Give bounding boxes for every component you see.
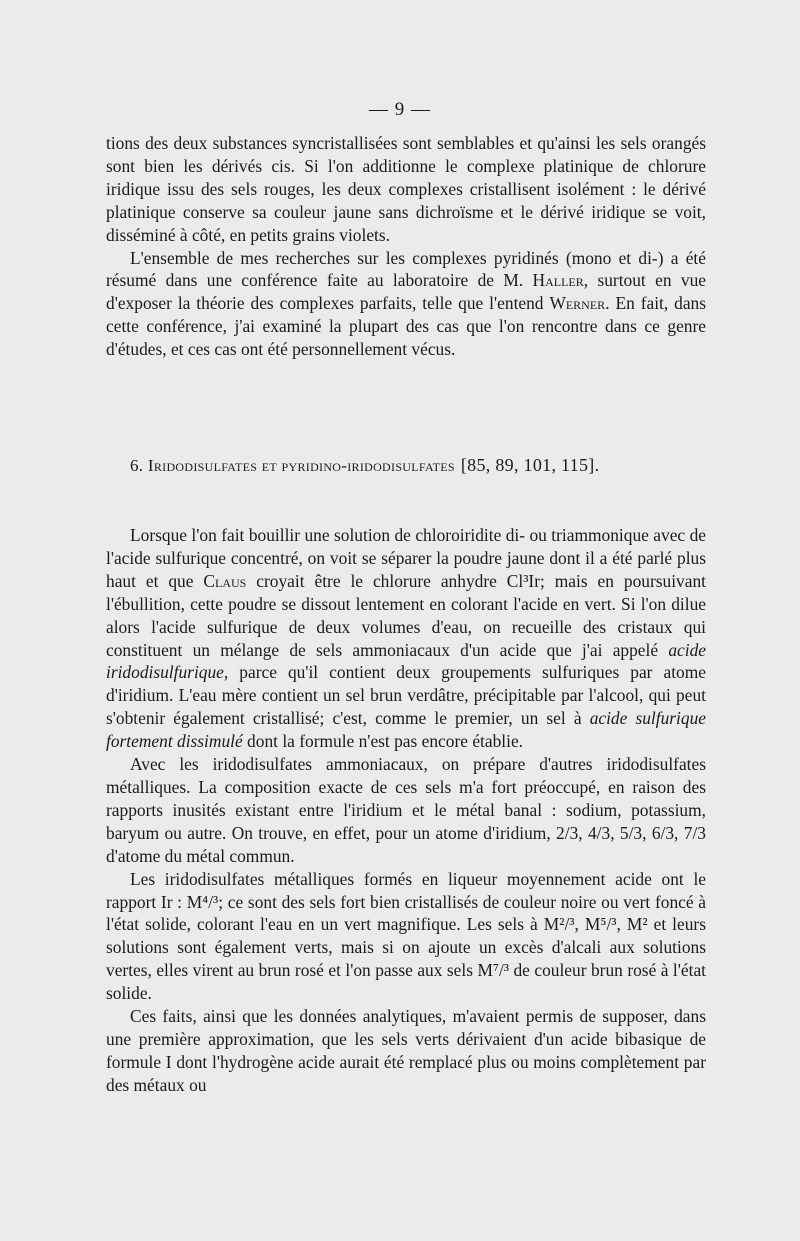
paragraph-5: Les iridodisulfates métalliques formés en liqueur moyennement acide ont le rapport Ir : M⁴/³; ce sont des sels fort bien cristallisés de couleur noire ou vert foncé à l'état solide, colorant l'eau en un vert magnifique. Les sels à M²/³, M⁵/³, M² et leurs solutions sont également verts, mais si on ajoute un excès d'alcali aux solutions vertes, elles virent au brun rosé et l'on passe aux sels M⁷/³ de couleur brun rosé à l'état solide. bbox=[106, 868, 706, 1004]
section-heading-title: 6. Iridodisulfates et pyridino-iridodisulfates bbox=[130, 456, 455, 475]
term-iridodisulfuric-acid: acide iridodisulfurique bbox=[106, 639, 706, 683]
paragraph-2 bbox=[106, 247, 706, 362]
paragraph-3-part-c: , parce qu'il contient deux groupements sulfuriques par atome d'iridium. L'eau mère contient un sel brun verdâtre, précipitable par l'alcool, qui peut s'obtenir également cristallisé; c'est, comme le premier, un sel à bbox=[106, 662, 706, 729]
paragraph-2-part-b: , surtout en vue d'exposer la théorie des complexes parfaits, telle que l'entend bbox=[106, 270, 706, 314]
paragraph-2-part-a: L'ensemble de mes recherches sur les complexes pyridinés (mono et di-) a été résumé dans une conférence faite au laboratoire de M. bbox=[106, 247, 706, 291]
section-heading-refs: [85, 89, 101, 115]. bbox=[460, 455, 600, 475]
paragraph-2-part-c: . En fait, dans cette conférence, j'ai examiné la plupart des cas que l'on rencontre dans ce genre d'études, et ces cas ont été personnellement vécus. bbox=[106, 293, 707, 360]
name-claus: Claus bbox=[203, 570, 247, 591]
paragraph-4: Avec les iridodisulfates ammoniacaux, on prépare d'autres iridodisulfates métalliques. La composition exacte de ces sels m'a fort préoccupé, en raison des rapports inusités existant entre l'iridium et le métal banal : sodium, potassium, baryum ou autre. On trouve, en effet, pour un atome d'iridium, 2/3, 4/3, 5/3, 6/3, 7/3 d'atome du métal commun. bbox=[106, 754, 706, 866]
text-block-top bbox=[106, 132, 706, 361]
page-number: — 9 — bbox=[369, 99, 431, 120]
paragraph-3-part-b: croyait être le chlorure anhydre Cl³Ir; mais en poursuivant l'ébullition, cette poudre se dissout lentement en colorant l'acide en vert. Si l'on dilue alors l'acide sulfurique de deux volumes d'eau, on recueille des cristaux qui constituent un mélange de sels ammoniacaux d'un acide que j'ai appelé bbox=[106, 570, 706, 660]
name-werner: Werner bbox=[549, 293, 606, 314]
section-heading bbox=[130, 455, 599, 476]
paragraph-3-part-d: dont la formule n'est pas encore établie. bbox=[242, 731, 524, 752]
paragraph-1: tions des deux substances syncristallisées sont semblables et qu'ainsi les sels orangés sont bien les dérivés cis. Si l'on additionne le complexe platinique de chlorure iridique issu des sels rouges, les deux complexes cristallisent isolément : le dérivé platinique conserve sa couleur jaune sans dichroïsme et le dérivé iridique se voit, disséminé à côté, en petits grains violets. bbox=[106, 133, 706, 245]
paragraph-6: Ces faits, ainsi que les données analytiques, m'avaient permis de supposer, dans une première approximation, que les sels verts dérivaient d'un acide bibasique de formule I dont l'hydrogène acide aurait été remplacé plus ou moins complètement par des métaux ou bbox=[106, 1006, 706, 1095]
name-haller: Haller bbox=[532, 270, 584, 291]
text-block-bottom bbox=[106, 524, 706, 1097]
paragraph-3 bbox=[106, 524, 706, 753]
paragraph-3-part-a: Lorsque l'on fait bouillir une solution de chloroiridite di- ou triammonique avec de l'acide sulfurique concentré, on voit se séparer la poudre jaune dont il a été parlé plus haut et que bbox=[106, 525, 706, 591]
term-dissimulated-sulfuric-acid: acide sulfurique fortement dissimulé bbox=[106, 708, 706, 752]
